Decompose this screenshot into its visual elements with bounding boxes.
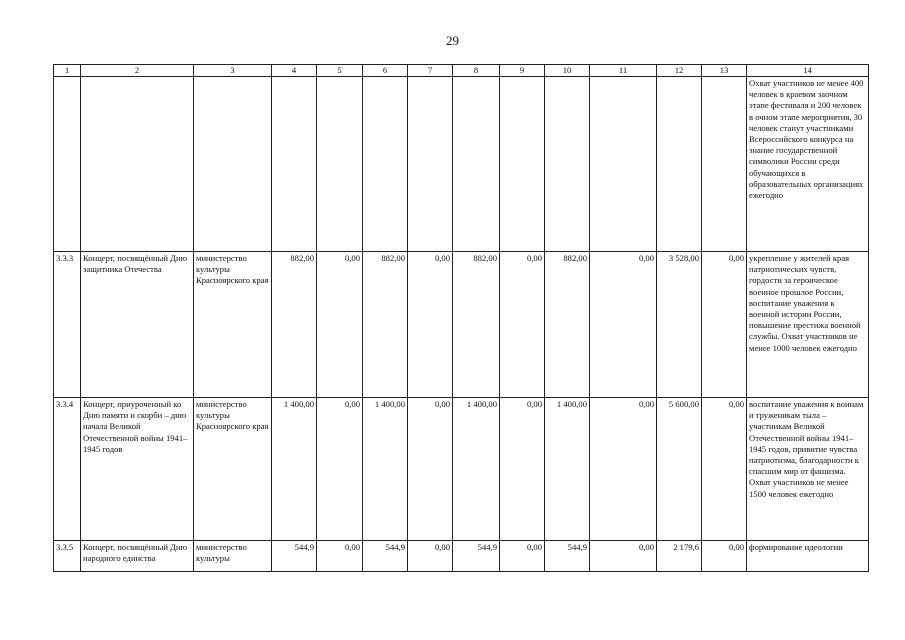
result-cell: Охват участников не менее 400 человек в краевом заочном этапе фестиваля и 200 человек в очном этапе мероприятия, 30 человек станут участниками Всероссийского конкурса на знание государственной символики России среди обучающихся в образовательных организациях ежегодно — [747, 77, 869, 252]
event-name: Концерт, приуроченный ко Дню памяти и скорби – дню начала Великой Отечественной войны 1941–1945 годов — [81, 398, 194, 541]
executor: министерство культуры — [194, 541, 272, 572]
col-header-11: 11 — [590, 65, 657, 77]
col-header-9: 9 — [500, 65, 545, 77]
row-id: 3.3.4 — [54, 398, 81, 541]
table-cell — [54, 77, 81, 252]
col-header-5: 5 — [317, 65, 363, 77]
value-cell: 882,00 — [453, 252, 500, 398]
value-cell: 544,9 — [545, 541, 590, 572]
value-cell: 882,00 — [545, 252, 590, 398]
table-cell — [272, 77, 317, 252]
value-cell: 0,00 — [500, 252, 545, 398]
table-row-continuation — [54, 77, 869, 252]
table-cell — [657, 77, 702, 252]
result-cell: формирование идеологии — [747, 541, 869, 572]
value-cell: 0,00 — [408, 398, 453, 541]
col-header-2: 2 — [81, 65, 194, 77]
program-table — [53, 64, 869, 572]
value-cell: 0,00 — [590, 252, 657, 398]
value-cell: 1 400,00 — [272, 398, 317, 541]
value-cell: 0,00 — [702, 541, 747, 572]
value-cell: 544,9 — [272, 541, 317, 572]
row-id: 3.3.3 — [54, 252, 81, 398]
value-cell: 882,00 — [272, 252, 317, 398]
table-cell — [81, 77, 194, 252]
value-cell: 0,00 — [500, 398, 545, 541]
table-row — [54, 252, 869, 398]
page-number: 29 — [446, 33, 459, 48]
value-cell: 544,9 — [363, 541, 408, 572]
result-cell: воспитание уважения к воинам и труженикам тыла – участникам Великой Отечественной войны 1941–1945 годов, привитие чувства патриотизма, благодарности к спасшим мир от фашизма. Охват участников не менее 1500 человек ежегодно — [747, 398, 869, 541]
table-header-row — [54, 65, 869, 77]
value-cell: 544,9 — [453, 541, 500, 572]
value-cell: 0,00 — [500, 541, 545, 572]
value-cell: 0,00 — [408, 541, 453, 572]
value-cell: 0,00 — [317, 398, 363, 541]
table-row — [54, 541, 869, 572]
value-cell: 0,00 — [702, 252, 747, 398]
table-cell — [702, 77, 747, 252]
total-cell: 2 179,6 — [657, 541, 702, 572]
executor: министерство культуры Красноярского края — [194, 398, 272, 541]
executor: министерство культуры Красноярского края — [194, 252, 272, 398]
table-cell — [453, 77, 500, 252]
value-cell: 0,00 — [408, 252, 453, 398]
col-header-4: 4 — [272, 65, 317, 77]
value-cell: 1 400,00 — [363, 398, 408, 541]
col-header-7: 7 — [408, 65, 453, 77]
value-cell: 0,00 — [317, 541, 363, 572]
table-cell — [500, 77, 545, 252]
col-header-6: 6 — [363, 65, 408, 77]
table-cell — [317, 77, 363, 252]
col-header-10: 10 — [545, 65, 590, 77]
col-header-1: 1 — [54, 65, 81, 77]
col-header-13: 13 — [702, 65, 747, 77]
value-cell: 882,00 — [363, 252, 408, 398]
event-name: Концерт, посвящённый Дню защитника Отечества — [81, 252, 194, 398]
event-name: Концерт, посвящённый Дню народного единства — [81, 541, 194, 572]
table-cell — [194, 77, 272, 252]
col-header-8: 8 — [453, 65, 500, 77]
table-cell — [363, 77, 408, 252]
value-cell: 0,00 — [702, 398, 747, 541]
value-cell: 0,00 — [590, 541, 657, 572]
value-cell: 1 400,00 — [545, 398, 590, 541]
value-cell: 0,00 — [317, 252, 363, 398]
table-cell — [545, 77, 590, 252]
col-header-14: 14 — [747, 65, 869, 77]
value-cell: 1 400,00 — [453, 398, 500, 541]
total-cell: 3 528,00 — [657, 252, 702, 398]
total-cell: 5 600,00 — [657, 398, 702, 541]
value-cell: 0,00 — [590, 398, 657, 541]
col-header-12: 12 — [657, 65, 702, 77]
col-header-3: 3 — [194, 65, 272, 77]
table-row — [54, 398, 869, 541]
table-cell — [590, 77, 657, 252]
row-id: 3.3.5 — [54, 541, 81, 572]
table-cell — [408, 77, 453, 252]
result-cell: укрепление у жителей края патриотических чувств, гордости за героическое военное прошлое России, воспитание уважения к военной истории России, повышение престижа военной службы. Охват участников не менее 1000 человек ежегодно — [747, 252, 869, 398]
